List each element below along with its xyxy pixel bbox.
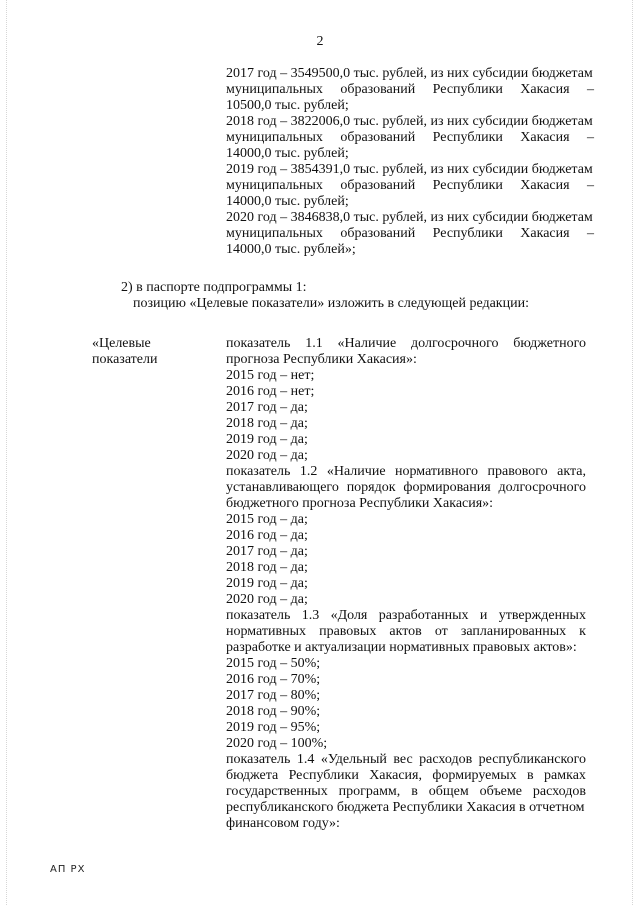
indicator-line-text: «Наличие [337, 336, 397, 351]
indicator-line-text: 2020 год – да; [226, 592, 308, 607]
indicator-line-text: 1.1 [305, 336, 323, 351]
funding-line-text: Хакасия [520, 226, 570, 241]
indicator-line [226, 720, 586, 736]
indicator-line-text: программ, [338, 784, 401, 799]
indicator-line-text: 2020 год – да; [226, 448, 308, 463]
indicator-line [226, 656, 586, 672]
indicator-line-text: запланированных [460, 624, 567, 639]
indicator-line [226, 752, 586, 768]
funding-line-text: 14000,0 тыс. рублей; [226, 194, 349, 209]
page-number: 2 [316, 34, 324, 49]
indicator-line-text: правового [487, 464, 548, 479]
indicator-line [226, 480, 586, 496]
funding-line-text: образований [340, 82, 416, 97]
indicator-line-text: 2018 год – да; [226, 560, 308, 575]
indicator-line-text: разработке и актуализации нормативных правовых актов»: [226, 640, 577, 655]
funding-line-text: Республики [432, 178, 503, 193]
funding-line-text: – [586, 82, 594, 97]
indicator-line-text: рамках [544, 768, 586, 783]
scan-edge-right [632, 0, 634, 905]
funding-line [226, 210, 594, 226]
indicator-line-text: бюджетного [513, 336, 586, 351]
indicator-line [226, 800, 586, 816]
indicator-line-text: формирования [403, 480, 491, 495]
indicator-line [226, 576, 586, 592]
indicator-line-text: «Наличие [326, 464, 386, 479]
indicator-line [226, 336, 586, 352]
funding-line-text: 14000,0 тыс. рублей; [226, 146, 349, 161]
funding-line-text: – [586, 178, 594, 193]
indicator-line-text: республиканского [478, 752, 586, 767]
indicator-line-text: разработанных [378, 608, 469, 623]
indicator-line [226, 544, 586, 560]
indicator-line-text: акта, [557, 464, 586, 479]
indicator-line-text: финансовом году»: [226, 816, 340, 831]
table-label-line: показатели [92, 352, 158, 367]
funding-line-text: Республики [432, 82, 503, 97]
indicator-line [226, 368, 586, 384]
indicator-line-text: и [479, 608, 488, 623]
funding-line-text: образований [340, 178, 416, 193]
indicator-line-text: к [579, 624, 586, 639]
funding-line [226, 242, 594, 258]
indicator-line-text: 2018 год – да; [226, 416, 308, 431]
indicator-line-text: 2019 год – 95%; [226, 720, 321, 735]
indicator-line-text: расходов [532, 784, 586, 799]
indicator-line-text: устанавливающего [226, 480, 339, 495]
indicator-line-text: 1.3 [301, 608, 320, 623]
funding-line-text: 10500,0 тыс. рублей; [226, 98, 349, 113]
funding-line-text: – [586, 130, 594, 145]
indicator-line-text: 2017 год – да; [226, 544, 308, 559]
indicator-line-text: 2017 год – 80%; [226, 688, 321, 703]
funding-paragraph [226, 66, 594, 258]
indicator-line [226, 528, 586, 544]
funding-line [226, 146, 594, 162]
indicator-line-text: нормативных [226, 624, 307, 639]
funding-line-text: Хакасия [520, 178, 570, 193]
scan-edge-left [6, 0, 8, 905]
indicator-line-text: Республики [288, 768, 359, 783]
indicator-line-text: прогноза Республики Хакасия»: [226, 352, 417, 367]
indicator-line-text: 2017 год – да; [226, 400, 308, 415]
indicator-line-text: долгосрочного [498, 480, 586, 495]
archive-stamp: АП РХ [50, 864, 86, 875]
funding-line [226, 66, 594, 82]
funding-line [226, 130, 594, 146]
indicator-line-text: Хакасия, [369, 768, 422, 783]
indicator-line [226, 704, 586, 720]
funding-line-text: муниципальных [226, 130, 323, 145]
indicator-line-text: утвержденных [498, 608, 586, 623]
indicator-line [226, 560, 586, 576]
indicator-line [226, 592, 586, 608]
funding-line [226, 226, 594, 242]
funding-line-text: 2017 год – 3549500,0 тыс. рублей, из них субсидии бюджетам [226, 66, 593, 81]
indicator-line-text: порядок [346, 480, 396, 495]
table-label-column [92, 336, 202, 368]
indicator-line [226, 608, 586, 624]
indicator-line-text: 2015 год – 50%; [226, 656, 321, 671]
indicator-line-text: нормативного [395, 464, 479, 479]
indicator-line-text: объеме [479, 784, 522, 799]
indicator-line [226, 768, 586, 784]
indicator-line [226, 784, 586, 800]
indicator-line-text: 2018 год – 90%; [226, 704, 321, 719]
indicator-line-text: 2016 год – нет; [226, 384, 315, 399]
indicator-line-text: правовых [319, 624, 377, 639]
indicator-line-text: государственных [226, 784, 328, 799]
indicator-line-text: 2020 год – 100%; [226, 736, 328, 751]
funding-line-text: 2020 год – 3846838,0 тыс. рублей, из них субсидии бюджетам [226, 210, 593, 225]
funding-line-text: Республики [432, 130, 503, 145]
funding-line [226, 82, 594, 98]
indicator-line-text: 2016 год – да; [226, 528, 308, 543]
indicator-line-text: 2016 год – 70%; [226, 672, 321, 687]
indicator-line-text: 2019 год – да; [226, 432, 308, 447]
indicator-line [226, 432, 586, 448]
indicator-line-text: бюджета [226, 768, 279, 783]
funding-line-text: Хакасия [520, 82, 570, 97]
funding-line [226, 194, 594, 210]
funding-line-text: 2018 год – 3822006,0 тыс. рублей, из них субсидии бюджетам [226, 114, 593, 129]
indicator-line [226, 688, 586, 704]
indicator-line-text: актов [389, 624, 422, 639]
table-label-line: «Целевые [92, 336, 151, 351]
indicator-line [226, 816, 586, 832]
indicator-line-text: «Удельный [320, 752, 387, 767]
funding-line-text: муниципальных [226, 178, 323, 193]
indicator-line-text: республиканского бюджета Республики Хакасия в отчетном [226, 800, 585, 815]
indicator-line [226, 352, 586, 368]
indicator-line [226, 448, 586, 464]
item-2-heading: 2) в паспорте подпрограммы 1: [121, 280, 307, 295]
indicator-line-text: 1.4 [296, 752, 315, 767]
funding-line [226, 98, 594, 114]
indicator-line-text: в [527, 768, 534, 783]
indicator-line-text: показатель [226, 752, 291, 767]
indicator-line [226, 624, 586, 640]
indicator-line-text: бюджетного прогноза Республики Хакасия»: [226, 496, 494, 511]
indicator-line [226, 672, 586, 688]
indicator-line [226, 736, 586, 752]
funding-line-text: образований [340, 130, 416, 145]
indicator-line-text: показатель [226, 336, 291, 351]
indicator-line-text: общем [428, 784, 469, 799]
indicator-line-text: формируемых [432, 768, 517, 783]
funding-line [226, 162, 594, 178]
indicator-line-text: 1.2 [299, 464, 318, 479]
funding-line-text: 2019 год – 3854391,0 тыс. рублей, из них субсидии бюджетам [226, 162, 593, 177]
indicator-line [226, 512, 586, 528]
funding-line-text: Хакасия [520, 130, 570, 145]
indicator-line-text: долгосрочного [411, 336, 499, 351]
indicator-line [226, 400, 586, 416]
indicator-line-text: «Доля [330, 608, 368, 623]
item-2-subheading: позицию «Целевые показатели» изложить в следующей редакции: [133, 296, 529, 311]
indicator-line-text: показатель [226, 608, 291, 623]
indicator-line-text: вес [393, 752, 413, 767]
indicator-line [226, 464, 586, 480]
funding-line [226, 114, 594, 130]
funding-line-text: образований [340, 226, 416, 241]
indicator-line-text: в [411, 784, 418, 799]
funding-line-text: муниципальных [226, 226, 323, 241]
indicator-line-text: 2015 год – нет; [226, 368, 315, 383]
funding-line-text: муниципальных [226, 82, 323, 97]
indicator-line [226, 416, 586, 432]
indicator-line [226, 384, 586, 400]
indicator-line-text: расходов [419, 752, 473, 767]
indicator-line [226, 496, 586, 512]
indicator-line-text: 2015 год – да; [226, 512, 308, 527]
funding-line-text: Республики [432, 226, 503, 241]
indicator-line-text: 2019 год – да; [226, 576, 308, 591]
funding-line-text: 14000,0 тыс. рублей»; [226, 242, 356, 257]
funding-line-text: – [586, 226, 594, 241]
indicator-line-text: показатель [226, 464, 291, 479]
funding-line [226, 178, 594, 194]
indicator-line-text: от [434, 624, 448, 639]
indicator-line [226, 640, 586, 656]
indicators-column [226, 336, 586, 832]
